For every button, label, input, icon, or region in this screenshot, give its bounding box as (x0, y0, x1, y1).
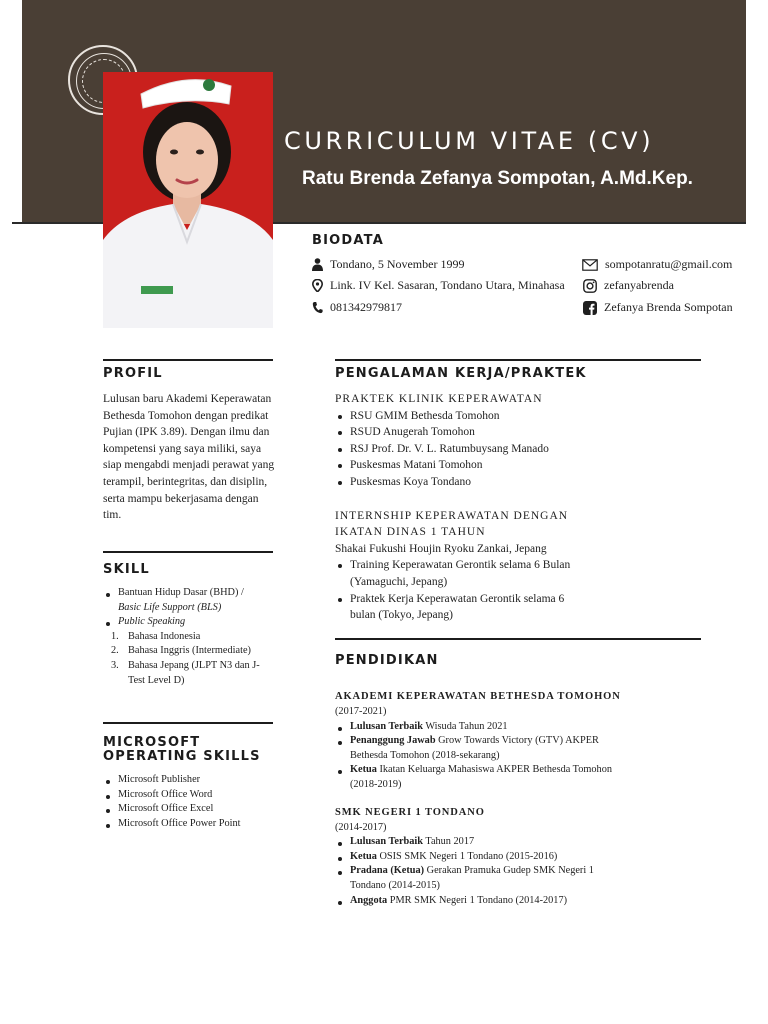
skill-heading: SKILL (103, 562, 150, 577)
profil-divider (103, 359, 273, 361)
list-item: Microsoft Publisher (103, 773, 275, 788)
skill-public-speaking: Public Speaking (103, 615, 275, 630)
akper-years: (2017-2021) (335, 706, 387, 717)
list-item: RSUD Anugerah Tomohon (335, 424, 705, 441)
akper-heading: AKADEMI KEPERAWATAN BETHESDA TOMOHON (335, 691, 621, 702)
list-item: RSU GMIM Bethesda Tomohon (335, 408, 705, 425)
list-item: Penanggung Jawab Grow Towards Victory (GTV) AKPER Bethesda Tomohon (2018-sekarang) (335, 734, 625, 763)
smk-years: (2014-2017) (335, 821, 387, 833)
phone-info (312, 300, 402, 315)
biodata-heading: BIODATA (312, 233, 384, 248)
language-item: Bahasa Indonesia (128, 630, 201, 642)
phone-icon (312, 301, 323, 314)
list-item: Puskesmas Koya Tondano (335, 474, 705, 491)
list-item: Ketua OSIS SMK Negeri 1 Tondano (2015-2016) (335, 850, 610, 865)
clinic-heading: PRAKTEK KLINIK KEPERAWATAN (335, 393, 543, 405)
list-item: Anggota PMR SMK Negeri 1 Tondano (2014-2017) (335, 894, 610, 909)
skill-divider (103, 551, 273, 553)
microsoft-divider (103, 722, 273, 724)
address-info (312, 278, 565, 293)
education-heading: PENDIDIKAN (335, 653, 439, 668)
profil-heading: PROFIL (103, 366, 163, 381)
skill-list (103, 586, 275, 688)
facebook-icon (583, 301, 597, 315)
list-item (103, 586, 275, 615)
email-info (582, 257, 732, 272)
language-item: Bahasa Jepang (JLPT N3 dan J-Test Level D) (128, 659, 260, 686)
education-block (335, 689, 635, 908)
internship-place: Shakai Fukushi Houjin Ryoku Zankai, Jepang (335, 542, 547, 555)
list-item: Microsoft Office Excel (103, 802, 275, 817)
microsoft-list (103, 773, 275, 831)
list-item: Lulusan Terbaik Tahun 2017 (335, 835, 610, 850)
microsoft-heading-line2: OPERATING SKILLS (103, 749, 261, 764)
list-item: RSJ Prof. Dr. V. L. Ratumbuysang Manado (335, 441, 705, 458)
list-item: Microsoft Office Power Point (103, 817, 275, 832)
person-icon (312, 258, 323, 271)
location-pin-icon (312, 279, 323, 292)
candidate-name: Ratu Brenda Zefanya Sompotan, A.Md.Kep. (302, 168, 693, 189)
experience-divider (335, 359, 701, 361)
smk-heading: SMK NEGERI 1 TONDANO (335, 806, 485, 818)
profile-photo (103, 72, 273, 328)
list-item: Praktek Kerja Keperawatan Gerontik selama 6 bulan (Tokyo, Jepang) (335, 591, 585, 624)
birth-info (312, 257, 464, 272)
instagram-info (583, 278, 674, 293)
cv-title: CURRICULUM VITAE (CV) (284, 127, 655, 155)
list-item: Microsoft Office Word (103, 788, 275, 803)
internship-heading-line1: INTERNSHIP KEPERAWATAN DENGAN (335, 509, 569, 522)
education-divider (335, 638, 701, 640)
language-item: Bahasa Inggris (Intermediate) (128, 645, 251, 657)
instagram-text: zefanyabrenda (604, 278, 674, 292)
instagram-icon (583, 279, 597, 293)
envelope-icon (582, 259, 598, 271)
skill-bls: Basic Life Support (BLS) (118, 601, 222, 613)
microsoft-heading-line1: MICROSOFT (103, 735, 201, 750)
list-item: 3. Bahasa Jepang (JLPT N3 dan J-Test Level D) (111, 659, 260, 686)
microsoft-heading (103, 736, 261, 764)
facebook-info (583, 300, 733, 315)
birth-text: Tondano, 5 November 1999 (330, 257, 465, 271)
list-item: Puskesmas Matani Tomohon (335, 457, 705, 474)
facebook-text: Zefanya Brenda Sompotan (604, 300, 733, 314)
profil-text: Lulusan baru Akademi Keperawatan Bethesda Tomohon dengan predikat Pujian (IPK 3.89). Dengan ilmu dan kompetensi yang saya miliki, saya siap mengabdi menjadi perawat yang terampil, berintegritas, dan disiplin, serta mampu bekerjasama dengan tim. (103, 393, 275, 522)
list-item: Training Keperawatan Gerontik selama 6 Bulan (Yamaguchi, Jepang) (335, 557, 585, 590)
list-item: Ketua Ikatan Keluarga Mahasiswa AKPER Bethesda Tomohon (2018-2019) (335, 763, 625, 792)
list-item: Pradana (Ketua) Gerakan Pramuka Gudep SMK Negeri 1 Tondano (2014-2015) (335, 864, 610, 893)
list-item: 1. Bahasa Indonesia (111, 630, 201, 642)
address-text: Link. IV Kel. Sasaran, Tondano Utara, Minahasa (330, 278, 565, 292)
phone-text: 081342979817 (330, 300, 402, 314)
experience-heading: PENGALAMAN KERJA/PRAKTEK (335, 366, 587, 381)
list-item: Lulusan Terbaik Wisuda Tahun 2021 (335, 720, 625, 735)
skill-bhd: Bantuan Hidup Dasar (BHD) / (118, 587, 244, 598)
internship-heading-line2: IKATAN DINAS 1 TAHUN (335, 526, 486, 539)
experience-block (335, 391, 705, 624)
list-item: 2. Bahasa Inggris (Intermediate) (111, 645, 251, 657)
email-text: sompotanratu@gmail.com (605, 257, 733, 271)
